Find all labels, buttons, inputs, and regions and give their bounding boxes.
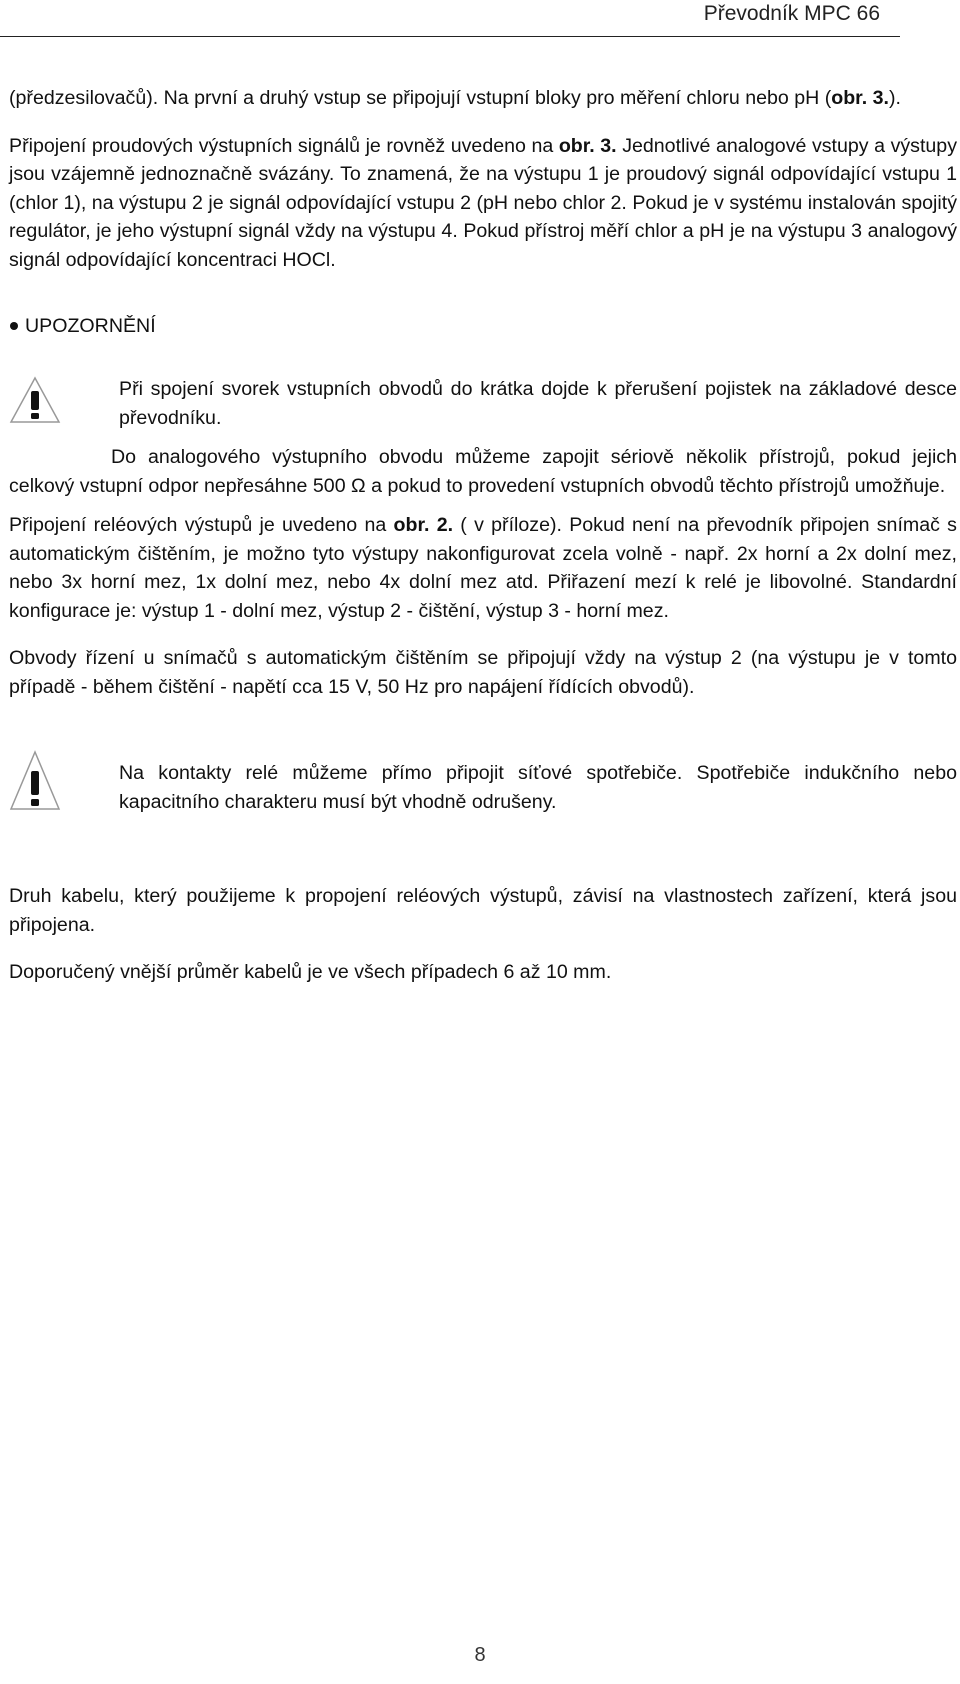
warning-block-short-circuit (9, 375, 957, 432)
warning-heading (9, 312, 957, 340)
figure-reference: obr. 2. (393, 514, 454, 536)
warning-triangle-icon (9, 375, 119, 425)
bullet-icon (10, 322, 18, 330)
page-number: 8 (474, 1644, 486, 1666)
page-header (0, 0, 900, 37)
paragraph-cable-diameter: Doporučený vnější průměr kabelů je ve všech případech 6 až 10 mm. (9, 961, 612, 983)
document-title: Převodník MPC 66 (703, 2, 880, 25)
warning-text-short-circuit: Při spojení svorek vstupních obvodů do krátka dojde k přerušení pojistek na základové desce převodníku. (119, 378, 957, 429)
paragraph-current-outputs: Připojení proudových výstupních signálů je rovněž uvedeno na obr. 3. Jednotlivé analogové vstupy a výstupy jsou vzájemně jednoznačně svázány. To znamená, že na výstupu 1 je proudový signál odpovídající vstupu 1 (chlor 1), na výstupu 2 je signál odpovídající vstupu 2 (pH nebo chlor 2. Pokud je v systému instalován spojitý regulátor, je jeho výstupní signál vždy na výstupu 4. Pokud přístroj měří chlor a pH je na výstupu 3 analogový signál odpovídající koncentraci HOCl. (9, 134, 957, 271)
paragraph-preamplifiers: (předzesilovačů). Na první a druhý vstup se připojují vstupní bloky pro měření chloru nebo pH (obr. 3.). (9, 87, 901, 109)
warning-block-relay-contacts (9, 749, 957, 816)
warning-triangle-icon (9, 749, 119, 813)
warning-heading-label: UPOZORNĚNÍ (25, 315, 156, 337)
page-content (9, 84, 957, 987)
paragraph-relay-outputs: Připojení reléových výstupů je uvedeno na obr. 2. ( v příloze). Pokud není na převodník připojen snímač s automatickým čištěním, je možno tyto výstupy nakonfigurovat zcela volně - např. 2x horní a 2x dolní mez, nebo 3x horní mez, 1x dolní mez, nebo 4x dolní mez atd. Přiřazení mezí k relé je libovolné. Standardní konfigurace je: výstup 1 - dolní mez, výstup 2 - čištění, výstup 3 - horní mez. (9, 514, 957, 622)
paragraph-cleaning-control: Obvody řízení u snímačů s automatickým čištěním se připojují vždy na výstup 2 (na výstupu je v tomto případě - během čištění - napětí cca 15 V, 50 Hz pro napájení řídících obvodů). (9, 647, 957, 698)
paragraph-cable-type: Druh kabelu, který použijeme k propojení reléových výstupů, závisí na vlastnostech zařízení, která jsou připojena. (9, 885, 957, 936)
paragraph-series-connection: Do analogového výstupního obvodu můžeme zapojit sériově několik přístrojů, pokud jejich celkový vstupní odpor nepřesáhne 500 Ω a pokud to provedení vstupních obvodů těchto přístrojů umožňuje. (9, 446, 957, 497)
figure-reference: obr. 3. (558, 134, 617, 157)
warning-text-relay-contacts: Na kontakty relé můžeme přímo připojit síťové spotřebiče. Spotřebiče indukčního nebo kapacitního charakteru musí být vhodně odrušeny. (119, 762, 957, 813)
figure-reference: obr. 3. (831, 87, 889, 109)
